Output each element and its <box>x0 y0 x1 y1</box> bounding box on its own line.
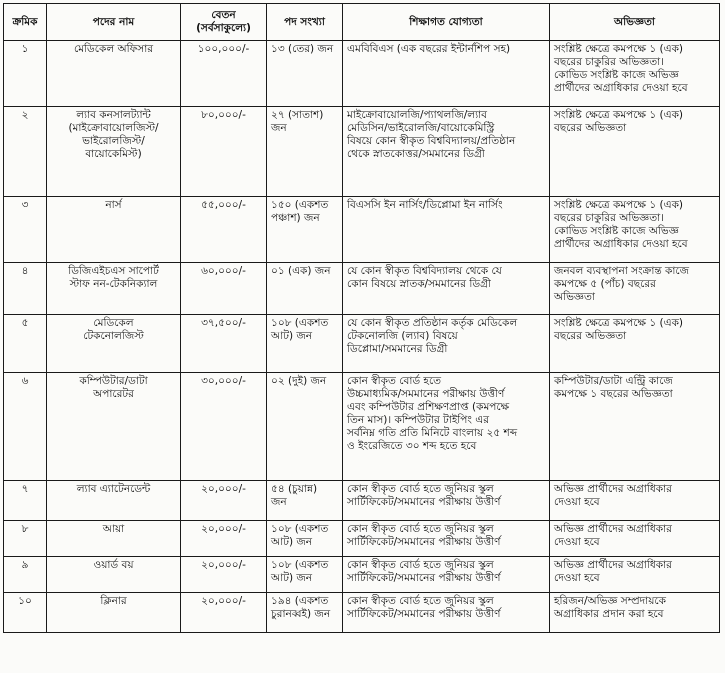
cell-experience-text: সংশ্লিষ্ট ক্ষেত্রে কমপক্ষে ১ (এক) বছরের অভিজ্ঞতা <box>554 317 684 342</box>
table-row <box>4 197 720 263</box>
cell-experience <box>550 481 720 521</box>
cell-education-text: কোন স্বীকৃত বোর্ড হতে জুনিয়র স্কুল সার্টিফিকেট/সমমানের পরীক্ষায় উত্তীর্ণ <box>347 523 501 548</box>
table-row <box>4 41 720 107</box>
cell-salary-text: ২০,০০০/- <box>201 595 246 607</box>
header-salary: বেতন (সর্বসাকুল্যে) <box>181 4 267 41</box>
cell-post-count-text: ১৩ (তের) জন <box>271 43 334 55</box>
cell-serial-text: ২ <box>21 109 29 121</box>
cell-salary <box>181 41 267 107</box>
cell-salary-text: ২০,০০০/- <box>201 523 246 535</box>
cell-post-count <box>267 481 343 521</box>
cell-education <box>343 197 550 263</box>
cell-experience <box>550 197 720 263</box>
cell-post-count <box>267 263 343 315</box>
cell-serial-text: ১ <box>21 43 29 55</box>
cell-post-count-text: ১০৮ (একশত আট) জন <box>271 559 329 584</box>
cell-salary <box>181 107 267 197</box>
cell-education-text: কোন স্বীকৃত বোর্ড হতে জুনিয়র স্কুল সার্টিফিকেট/সমমানের পরীক্ষায় উত্তীর্ণ <box>347 595 501 620</box>
cell-post-name-text: নার্স <box>105 199 122 211</box>
cell-salary-text: ৬০,০০০/- <box>201 265 246 277</box>
table-row <box>4 107 720 197</box>
cell-serial <box>4 521 47 557</box>
cell-post-name <box>47 315 181 373</box>
cell-post-count <box>267 593 343 633</box>
cell-post-name-text: কম্পিউটার/ডাটা অপারেটর <box>79 375 148 400</box>
cell-serial-text: ৪ <box>21 265 29 277</box>
cell-post-name-text: ডিজিএইচএস সাপোর্ট স্টাফ নন-টেকনিক্যাল <box>68 265 159 290</box>
cell-post-name-text: ওয়ার্ড বয় <box>93 559 134 571</box>
table-header-row <box>4 4 720 41</box>
cell-education <box>343 593 550 633</box>
header-post-name: পদের নাম <box>47 4 181 41</box>
cell-salary <box>181 557 267 593</box>
cell-education-text: কোন স্বীকৃত বোর্ড হতে জুনিয়র স্কুল সার্টিফিকেট/সমমানের পরীক্ষায় উত্তীর্ণ <box>347 483 501 508</box>
cell-post-count-text: ১০৮ (একশত আট) জন <box>271 317 329 342</box>
job-vacancy-table <box>3 3 720 633</box>
cell-post-name <box>47 557 181 593</box>
table-row <box>4 263 720 315</box>
cell-serial <box>4 107 47 197</box>
cell-post-count <box>267 315 343 373</box>
cell-experience-text: সংশ্লিষ্ট ক্ষেত্রে কমপক্ষে ১ (এক) বছরের অভিজ্ঞতা <box>554 109 684 134</box>
table-row <box>4 315 720 373</box>
cell-education <box>343 315 550 373</box>
cell-experience <box>550 41 720 107</box>
cell-serial-text: ৬ <box>21 375 29 387</box>
cell-education-text: যে কোন স্বীকৃত প্রতিষ্ঠান কর্তৃক মেডিকেল টেকনোলজি (ল্যাব) বিষয়ে ডিপ্লোমা/সমমানের ডিগ্রী <box>347 317 518 355</box>
cell-post-count-text: ০২ (দুই) জন <box>271 375 327 387</box>
cell-education <box>343 41 550 107</box>
cell-post-count-text: ২৭ (সাতাশ) জন <box>271 109 324 134</box>
header-serial: ক্রমিক <box>4 4 47 41</box>
cell-post-name <box>47 481 181 521</box>
table-row <box>4 373 720 481</box>
cell-education <box>343 107 550 197</box>
cell-post-count <box>267 41 343 107</box>
table-row <box>4 521 720 557</box>
cell-post-name-text: আয়া <box>102 523 125 535</box>
cell-serial-text: ৩ <box>21 199 29 211</box>
cell-post-name <box>47 41 181 107</box>
cell-education-text: বিএসসি ইন নার্সিং/ডিপ্লোমা ইন নার্সিং <box>347 199 503 211</box>
cell-education-text: কোন স্বীকৃত বোর্ড হতে জুনিয়র স্কুল সার্টিফিকেট/সমমানের পরীক্ষায় উত্তীর্ণ <box>347 559 501 584</box>
cell-post-name-text: ল্যাব কনসালট্যান্ট (মাইক্রোবায়োলজিস্ট/ ভাইরোলজিস্ট/ বায়োকেমিস্ট) <box>68 109 159 160</box>
header-education: শিক্ষাগত যোগ্যতা <box>343 4 550 41</box>
cell-serial <box>4 263 47 315</box>
cell-post-name-text: মেডিকেল অফিসার <box>73 43 154 55</box>
cell-education <box>343 373 550 481</box>
cell-post-name <box>47 593 181 633</box>
table-row <box>4 481 720 521</box>
cell-experience-text: সংশ্লিষ্ট ক্ষেত্রে কমপক্ষে ১ (এক) বছরের চাকুরির অভিজ্ঞতা। কোভিড সংশ্লিষ্ট কাজে অভিজ্ঞ প্রার্থীদের অগ্রাধিকার দেওয়া হবে <box>554 199 688 250</box>
cell-experience-text: সংশ্লিষ্ট ক্ষেত্রে কমপক্ষে ১ (এক) বছরের চাকুরির অভিজ্ঞতা। কোভিড সংশ্লিষ্ট কাজে অভিজ্ঞ প্রার্থীদের অগ্রাধিকার দেওয়া হবে <box>554 43 688 94</box>
cell-experience-text: অভিজ্ঞ প্রার্থীদের অগ্রাধিকার দেওয়া হবে <box>554 483 672 508</box>
cell-serial <box>4 557 47 593</box>
cell-experience <box>550 263 720 315</box>
cell-salary <box>181 593 267 633</box>
cell-post-name <box>47 521 181 557</box>
cell-post-name <box>47 197 181 263</box>
cell-experience-text: কম্পিউটার/ডাটা এন্ট্রি কাজে কমপক্ষে ১ বছরের অভিজ্ঞতা <box>554 375 673 400</box>
cell-post-count-text: ১৫০ (একশত পঞ্চাশ) জন <box>271 199 329 224</box>
cell-serial <box>4 593 47 633</box>
cell-serial <box>4 373 47 481</box>
cell-education-text: মাইক্রোবায়োলজি/প্যাথলজি/ল্যাব মেডিসিন/ভাইরোলজি/বায়োকেমিস্ট্রি বিষয়ে কোন স্বীকৃত বিশ্ববিদ্যালয়/প্রতিষ্ঠান থেকে স্নাতকোত্তর/সমমানের ডিগ্রী <box>347 109 516 160</box>
cell-salary-text: ৮০,০০০/- <box>201 109 246 121</box>
cell-education-text: যে কোন স্বীকৃত বিশ্ববিদ্যালয় থেকে যে কোন বিষয়ে স্নাতক/সমমানের ডিগ্রী <box>347 265 502 290</box>
cell-post-count-text: ০১ (এক) জন <box>271 265 331 277</box>
table-row <box>4 557 720 593</box>
cell-salary <box>181 315 267 373</box>
cell-serial <box>4 197 47 263</box>
cell-experience <box>550 107 720 197</box>
table-row <box>4 593 720 633</box>
header-post-count: পদ সংখ্যা <box>267 4 343 41</box>
cell-experience-text: অভিজ্ঞ প্রার্থীদের অগ্রাধিকার দেওয়া হবে <box>554 559 672 584</box>
cell-post-count <box>267 521 343 557</box>
cell-experience <box>550 373 720 481</box>
cell-salary-text: ৩০,০০০/- <box>201 375 246 387</box>
cell-post-count <box>267 107 343 197</box>
cell-education <box>343 263 550 315</box>
cell-salary-text: ৩৭,৫০০/- <box>201 317 246 329</box>
cell-serial-text: ৯ <box>21 559 29 571</box>
cell-post-count <box>267 557 343 593</box>
cell-salary-text: ৫৫,০০০/- <box>201 199 246 211</box>
cell-post-name <box>47 373 181 481</box>
cell-serial-text: ৭ <box>21 483 29 495</box>
cell-salary-text: ২০,০০০/- <box>201 559 246 571</box>
cell-experience-text: জনবল ব্যবস্থাপনা সংক্রান্ত কাজে কমপক্ষে ৫ (পাঁচ) বছরের অভিজ্ঞতা <box>554 265 690 303</box>
cell-post-count <box>267 373 343 481</box>
cell-post-count <box>267 197 343 263</box>
cell-salary <box>181 263 267 315</box>
cell-serial <box>4 315 47 373</box>
cell-post-count-text: ১০৮ (একশত আট) জন <box>271 523 329 548</box>
cell-post-name <box>47 107 181 197</box>
cell-salary <box>181 373 267 481</box>
cell-experience-text: হরিজন/অভিজ্ঞ সম্প্রদায়কে অগ্রাধিকার প্রদান করা হবে <box>554 595 666 620</box>
cell-salary <box>181 521 267 557</box>
cell-experience <box>550 557 720 593</box>
cell-education-text: কোন স্বীকৃত বোর্ড হতে উচ্চমাধ্যমিক/সমমানের পরীক্ষায় উত্তীর্ণ এবং কম্পিউটার প্রশিক্ষণপ্রাপ্ত (কমপক্ষে তিন মাস)। কম্পিউটার টাইপিং এর সর্বনিম্ন গতি প্রতি মিনিটে বাংলায় ২৫ শব্দ ও ইংরেজিতে ৩০ শব্দ হতে হবে <box>347 375 518 452</box>
cell-post-name-text: মেডিকেল টেকনোলজিস্ট <box>83 317 144 342</box>
cell-salary <box>181 481 267 521</box>
cell-post-name-text: ল্যাব এ্যাটেনডেন্ট <box>76 483 151 495</box>
cell-salary-text: ২০,০০০/- <box>201 483 246 495</box>
header-experience: অভিজ্ঞতা <box>550 4 720 41</box>
cell-salary-text: ১০০,০০০/- <box>197 43 250 55</box>
cell-education <box>343 481 550 521</box>
cell-post-count-text: ৫৪ (চুয়ান্ন) জন <box>271 483 318 508</box>
cell-experience <box>550 593 720 633</box>
cell-experience <box>550 315 720 373</box>
cell-serial <box>4 481 47 521</box>
cell-education <box>343 521 550 557</box>
cell-education-text: এমবিবিএস (এক বছরের ইন্টার্নশিপ সহ) <box>347 43 511 55</box>
cell-post-name <box>47 263 181 315</box>
cell-serial-text: ১০ <box>18 595 32 607</box>
cell-post-name-text: ক্লিনার <box>100 595 127 607</box>
cell-education <box>343 557 550 593</box>
cell-serial <box>4 41 47 107</box>
cell-serial-text: ৫ <box>21 317 29 329</box>
cell-experience <box>550 521 720 557</box>
cell-post-count-text: ১৯৪ (একশত চুরানব্বই) জন <box>271 595 331 620</box>
cell-salary <box>181 197 267 263</box>
cell-serial-text: ৮ <box>21 523 29 535</box>
cell-experience-text: অভিজ্ঞ প্রার্থীদের অগ্রাধিকার দেওয়া হবে <box>554 523 672 548</box>
